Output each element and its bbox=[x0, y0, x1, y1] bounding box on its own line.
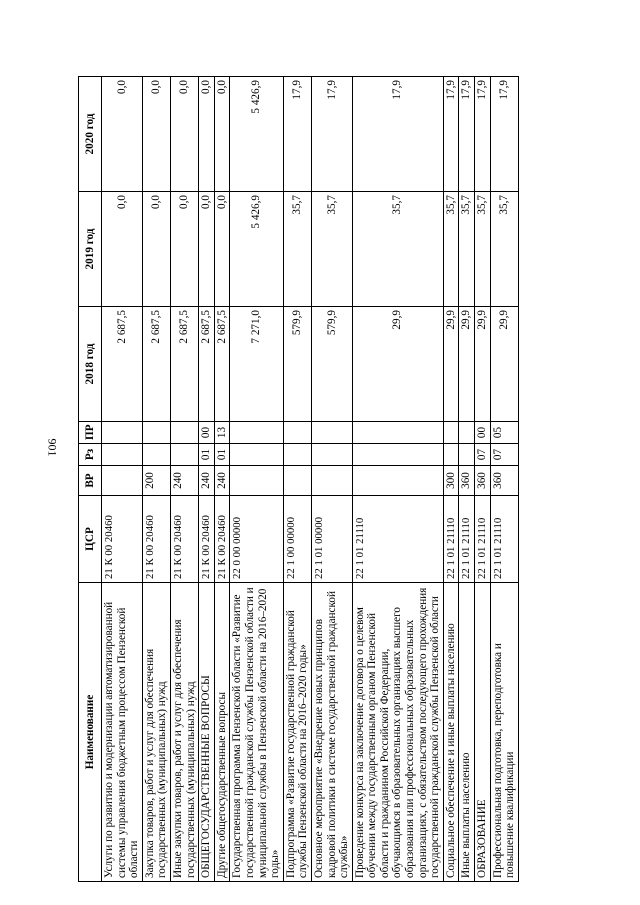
cell-csr: 22 1 01 21110 bbox=[475, 496, 491, 583]
cell-vr bbox=[102, 466, 143, 496]
header-2020: 2020 год bbox=[79, 77, 102, 192]
cell-2019: 0,0 bbox=[142, 192, 170, 307]
cell-rz bbox=[459, 444, 475, 466]
cell-pr bbox=[142, 422, 170, 444]
header-2019: 2019 год bbox=[79, 192, 102, 307]
cell-csr: 21 К 00 20460 bbox=[142, 496, 170, 583]
cell-2018: 29,9 bbox=[490, 307, 518, 422]
cell-pr bbox=[230, 422, 283, 444]
table-row bbox=[102, 77, 143, 882]
cell-2020: 17,9 bbox=[459, 77, 475, 192]
cell-pr: 05 bbox=[490, 422, 518, 444]
cell-rz: 01 bbox=[214, 444, 230, 466]
cell-2020: 0,0 bbox=[102, 77, 143, 192]
cell-name: Проведение конкурса на заключение договора о целевом обучении между государственным органом Пензенской области и гражданином Российской Федерации, обучающимся в образовательных организациях высшего образования или профессиональных образовательных организациях, с обязательством последующего прохождения государственной гражданской службы Пензенской области bbox=[352, 583, 443, 882]
cell-2018: 579,9 bbox=[283, 307, 311, 422]
cell-2018: 29,9 bbox=[443, 307, 459, 422]
cell-pr bbox=[352, 422, 443, 444]
cell-2018: 29,9 bbox=[459, 307, 475, 422]
cell-csr: 22 1 01 21110 bbox=[490, 496, 518, 583]
cell-name: Подпрограмма «Развитие государственной гражданской службы Пензенской области на 2016–2020 годы» bbox=[283, 583, 311, 882]
cell-csr: 22 1 01 00000 bbox=[311, 496, 352, 583]
cell-name: ОБРАЗОВАНИЕ bbox=[475, 583, 491, 882]
cell-2018: 2 687,5 bbox=[199, 307, 215, 422]
cell-2019: 35,7 bbox=[352, 192, 443, 307]
cell-2019: 35,7 bbox=[283, 192, 311, 307]
cell-2020: 17,9 bbox=[475, 77, 491, 192]
cell-pr: 00 bbox=[475, 422, 491, 444]
table-row bbox=[283, 77, 311, 882]
table-header-row bbox=[79, 77, 102, 882]
header-name: Наименование bbox=[79, 583, 102, 882]
cell-csr: 22 0 00 00000 bbox=[230, 496, 283, 583]
cell-2019: 0,0 bbox=[214, 192, 230, 307]
cell-2019: 35,7 bbox=[490, 192, 518, 307]
header-vr: ВР bbox=[79, 466, 102, 496]
cell-name: Профессиональная подготовка, переподготовка и повышение квалификации bbox=[490, 583, 518, 882]
header-rz: Рз bbox=[79, 444, 102, 466]
cell-rz bbox=[170, 444, 198, 466]
cell-name: Иные выплаты населению bbox=[459, 583, 475, 882]
cell-name: Услуги по развитию и модернизации автоматизированной системы управления бюджетным процессом Пензенской области bbox=[102, 583, 143, 882]
table-row bbox=[199, 77, 215, 882]
cell-2018: 579,9 bbox=[311, 307, 352, 422]
page-number: 901 bbox=[45, 438, 60, 457]
cell-rz: 07 bbox=[490, 444, 518, 466]
cell-2019: 0,0 bbox=[170, 192, 198, 307]
cell-csr: 22 1 00 00000 bbox=[283, 496, 311, 583]
cell-2019: 0,0 bbox=[199, 192, 215, 307]
cell-pr bbox=[283, 422, 311, 444]
cell-2019: 0,0 bbox=[102, 192, 143, 307]
budget-table bbox=[78, 76, 519, 882]
cell-pr bbox=[443, 422, 459, 444]
cell-2019: 35,7 bbox=[443, 192, 459, 307]
cell-pr bbox=[102, 422, 143, 444]
cell-vr bbox=[283, 466, 311, 496]
cell-pr bbox=[170, 422, 198, 444]
cell-2018: 2 687,5 bbox=[214, 307, 230, 422]
cell-name: ОБЩЕГОСУДАРСТВЕННЫЕ ВОПРОСЫ bbox=[199, 583, 215, 882]
cell-pr: 13 bbox=[214, 422, 230, 444]
cell-2020: 0,0 bbox=[170, 77, 198, 192]
cell-vr bbox=[230, 466, 283, 496]
cell-name: Государственная программа Пензенской области «Развитие государственной гражданской службы Пензенской области и муниципальной службы в Пензенской области на 2016–2020 годы» bbox=[230, 583, 283, 882]
cell-2020: 0,0 bbox=[142, 77, 170, 192]
cell-2020: 5 426,9 bbox=[230, 77, 283, 192]
cell-rz bbox=[102, 444, 143, 466]
table-body bbox=[102, 77, 519, 882]
cell-vr: 360 bbox=[475, 466, 491, 496]
cell-2018: 29,9 bbox=[475, 307, 491, 422]
cell-vr: 240 bbox=[214, 466, 230, 496]
cell-csr: 21 К 00 20460 bbox=[170, 496, 198, 583]
cell-2018: 7 271,0 bbox=[230, 307, 283, 422]
cell-vr: 240 bbox=[170, 466, 198, 496]
cell-rz bbox=[142, 444, 170, 466]
cell-csr: 21 К 00 20460 bbox=[199, 496, 215, 583]
cell-2020: 0,0 bbox=[214, 77, 230, 192]
cell-pr bbox=[311, 422, 352, 444]
cell-vr: 300 bbox=[443, 466, 459, 496]
cell-vr: 240 bbox=[199, 466, 215, 496]
cell-2020: 17,9 bbox=[443, 77, 459, 192]
cell-2020: 17,9 bbox=[283, 77, 311, 192]
cell-csr: 21 К 00 20460 bbox=[214, 496, 230, 583]
table-row bbox=[459, 77, 475, 882]
cell-name: Другие общегосударственные вопросы bbox=[214, 583, 230, 882]
cell-csr: 22 1 01 21110 bbox=[352, 496, 443, 583]
header-2018: 2018 год bbox=[79, 307, 102, 422]
table-row bbox=[443, 77, 459, 882]
header-pr: ПР bbox=[79, 422, 102, 444]
cell-2020: 17,9 bbox=[311, 77, 352, 192]
table-row bbox=[311, 77, 352, 882]
cell-vr: 360 bbox=[459, 466, 475, 496]
cell-pr bbox=[459, 422, 475, 444]
cell-vr bbox=[352, 466, 443, 496]
cell-name: Закупка товаров, работ и услуг для обеспечения государственных (муниципальных) нужд bbox=[142, 583, 170, 882]
table-row bbox=[142, 77, 170, 882]
table-row bbox=[230, 77, 283, 882]
cell-csr: 22 1 01 21110 bbox=[443, 496, 459, 583]
cell-vr bbox=[311, 466, 352, 496]
cell-2018: 2 687,5 bbox=[170, 307, 198, 422]
cell-rz bbox=[230, 444, 283, 466]
rotated-page-content bbox=[78, 77, 564, 882]
cell-2020: 17,9 bbox=[490, 77, 518, 192]
cell-2018: 2 687,5 bbox=[142, 307, 170, 422]
cell-vr: 200 bbox=[142, 466, 170, 496]
cell-2019: 35,7 bbox=[311, 192, 352, 307]
cell-name: Основное мероприятие «Внедрение новых принципов кадровой политики в системе государственной гражданской службы» bbox=[311, 583, 352, 882]
cell-2018: 29,9 bbox=[352, 307, 443, 422]
cell-rz bbox=[443, 444, 459, 466]
table-row bbox=[214, 77, 230, 882]
cell-rz bbox=[283, 444, 311, 466]
cell-2020: 0,0 bbox=[199, 77, 215, 192]
cell-2018: 2 687,5 bbox=[102, 307, 143, 422]
cell-2019: 5 426,9 bbox=[230, 192, 283, 307]
cell-pr: 00 bbox=[199, 422, 215, 444]
table-row bbox=[490, 77, 518, 882]
cell-2019: 35,7 bbox=[475, 192, 491, 307]
cell-csr: 21 К 00 20460 bbox=[102, 496, 143, 583]
cell-rz bbox=[311, 444, 352, 466]
cell-rz bbox=[352, 444, 443, 466]
cell-rz: 01 bbox=[199, 444, 215, 466]
cell-2019: 35,7 bbox=[459, 192, 475, 307]
cell-csr: 22 1 01 21110 bbox=[459, 496, 475, 583]
table-row bbox=[170, 77, 198, 882]
cell-name: Социальное обеспечение и иные выплаты населению bbox=[443, 583, 459, 882]
cell-rz: 07 bbox=[475, 444, 491, 466]
cell-vr: 360 bbox=[490, 466, 518, 496]
table-row bbox=[352, 77, 443, 882]
header-csr: ЦСР bbox=[79, 496, 102, 583]
cell-2020: 17,9 bbox=[352, 77, 443, 192]
cell-name: Иные закупки товаров, работ и услуг для обеспечения государственных (муниципальных) нужд bbox=[170, 583, 198, 882]
table-row bbox=[475, 77, 491, 882]
